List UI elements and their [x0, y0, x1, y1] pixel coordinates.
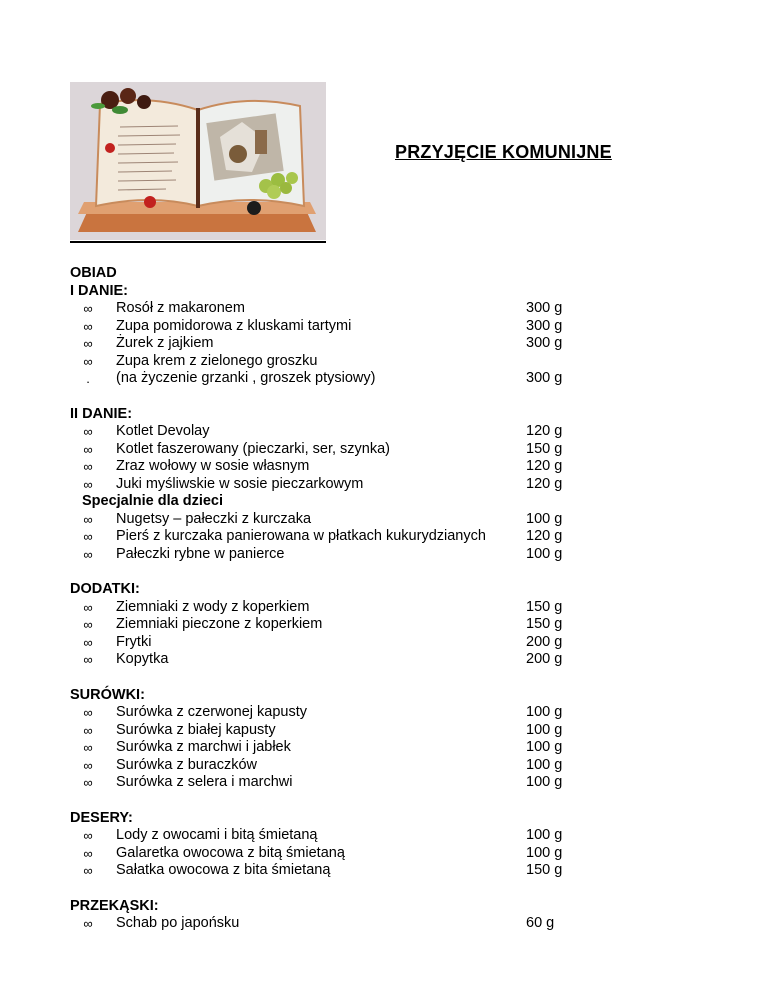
- item-name: (na życzenie grzanki , groszek ptysiowy): [116, 370, 376, 386]
- cake-illustration: [70, 82, 326, 240]
- menu-item: [70, 845, 590, 863]
- menu-item: [70, 318, 590, 336]
- item-weight: 100 g: [526, 844, 563, 861]
- item-name: Kotlet Devolay: [116, 423, 210, 439]
- bullet-icon: ∞: [83, 617, 93, 632]
- item-weight: 150 g: [526, 440, 563, 457]
- item-name: Surówka z białej kapusty: [116, 721, 276, 738]
- bullet-icon: ∞: [83, 476, 93, 492]
- item-name: Zupa krem z zielonego groszku: [116, 352, 318, 369]
- menu-item: [70, 722, 590, 740]
- item-weight: 120 g: [526, 458, 563, 474]
- bullet-icon: ∞: [83, 757, 93, 773]
- section-heading-obiad: OBIAD: [70, 265, 117, 281]
- item-name: Lody z owocami i bitą śmietaną: [116, 827, 318, 843]
- menu-item: [70, 862, 590, 880]
- menu-item: [70, 353, 590, 371]
- item-weight: 60 g: [526, 915, 555, 931]
- item-name: Zupa pomidorowa z kluskami tartymi: [116, 317, 352, 334]
- bullet-dot: .: [86, 371, 90, 386]
- menu-item: [70, 739, 590, 757]
- item-name: Frytki: [116, 633, 152, 650]
- item-name: Rosół z makaronem: [116, 300, 245, 316]
- spacer: [70, 669, 590, 687]
- menu-item: [70, 634, 590, 652]
- spacer: [70, 880, 590, 898]
- section-heading-ii-danie: II DANIE:: [70, 405, 133, 422]
- bullet-icon: ∞: [83, 546, 93, 562]
- section-heading-surowki: SURÓWKI:: [70, 686, 145, 703]
- item-name: Sałatka owocowa z bita śmietaną: [116, 862, 331, 878]
- menu-item: [70, 616, 590, 634]
- item-name: Juki myśliwskie w sosie pieczarkowym: [116, 475, 364, 492]
- menu-item: [70, 300, 590, 318]
- item-name: Galaretka owocowa z bitą śmietaną: [116, 844, 345, 861]
- item-name: Schab po japońsku: [116, 915, 240, 931]
- bullet-icon: ∞: [83, 599, 93, 615]
- spacer: [70, 388, 590, 406]
- menu-item: [70, 704, 590, 722]
- bullet-icon: ∞: [83, 353, 93, 369]
- section-heading-dodatki: DODATKI:: [70, 581, 140, 597]
- spacer: [70, 563, 590, 581]
- section-subheading-i-danie: I DANIE:: [70, 282, 128, 299]
- menu-item: [70, 441, 590, 459]
- item-weight: 150 g: [526, 616, 563, 632]
- item-weight: 100 g: [526, 704, 563, 720]
- item-weight: 300 g: [526, 370, 563, 386]
- item-name: Żurek z jajkiem: [116, 335, 214, 351]
- bullet-icon: ∞: [83, 301, 93, 316]
- spacer: [70, 792, 590, 810]
- bullet-icon: ∞: [83, 845, 93, 861]
- menu-item: [70, 335, 590, 353]
- item-name: Surówka z marchwi i jabłek: [116, 739, 291, 755]
- bullet-icon: ∞: [83, 828, 93, 843]
- bullet-icon: ∞: [83, 863, 93, 878]
- item-name: Ziemniaki pieczone z koperkiem: [116, 616, 323, 632]
- item-weight: 100 g: [526, 721, 563, 738]
- item-weight: 300 g: [526, 317, 563, 334]
- item-name: Surówka z buraczków: [116, 756, 258, 773]
- section-heading-przekaski: PRZEKĄSKI:: [70, 897, 159, 914]
- bullet-icon: ∞: [83, 424, 93, 439]
- item-weight: 120 g: [526, 528, 563, 544]
- bullet-icon: ∞: [83, 652, 93, 667]
- bullet-icon: ∞: [83, 722, 93, 738]
- bullet-icon: ∞: [83, 916, 93, 931]
- item-name: Kopytka: [116, 651, 169, 667]
- menu-item: [70, 458, 590, 476]
- menu-item: [70, 370, 590, 388]
- menu-item: [70, 651, 590, 669]
- menu-item: [70, 599, 590, 617]
- item-weight: 300 g: [526, 335, 563, 351]
- bullet-icon: ∞: [83, 336, 93, 351]
- kids-subheading: Specjalnie dla dzieci: [82, 493, 224, 509]
- menu-item: [70, 774, 590, 792]
- bullet-icon: ∞: [83, 459, 93, 474]
- item-name: Pałeczki rybne w panierce: [116, 545, 285, 562]
- item-name: Pierś z kurczaka panierowana w płatkach kukurydzianych: [116, 528, 486, 544]
- item-weight: 120 g: [526, 475, 563, 492]
- photo-underline: [70, 241, 326, 243]
- page-title: PRZYJĘCIE KOMUNIJNE: [395, 142, 612, 162]
- menu-item: [70, 757, 590, 775]
- cake-photo: [70, 82, 326, 240]
- item-weight: 100 g: [526, 510, 563, 527]
- item-name: Zraz wołowy w sosie własnym: [116, 458, 310, 474]
- menu-item: [70, 528, 590, 546]
- item-weight: 100 g: [526, 545, 563, 562]
- menu-item: [70, 915, 590, 933]
- item-name: Surówka z selera i marchwi: [116, 774, 293, 790]
- bullet-icon: ∞: [83, 511, 93, 527]
- menu: [70, 265, 590, 933]
- item-name: Nugetsy – pałeczki z kurczaka: [116, 510, 312, 527]
- bullet-icon: ∞: [83, 775, 93, 790]
- bullet-icon: ∞: [83, 318, 93, 334]
- item-name: Surówka z czerwonej kapusty: [116, 704, 307, 720]
- item-weight: 200 g: [526, 633, 563, 650]
- menu-item: [70, 546, 590, 564]
- menu-item: [70, 476, 590, 494]
- bullet-icon: ∞: [83, 634, 93, 650]
- item-weight: 100 g: [526, 827, 563, 843]
- item-weight: 300 g: [526, 300, 563, 316]
- bullet-icon: ∞: [83, 529, 93, 544]
- item-name: Ziemniaki z wody z koperkiem: [116, 598, 310, 615]
- section-heading-desery: DESERY:: [70, 809, 133, 826]
- item-weight: 100 g: [526, 774, 563, 790]
- menu-item: [70, 827, 590, 845]
- menu-item: [70, 423, 590, 441]
- bullet-icon: ∞: [83, 740, 93, 755]
- bullet-icon: ∞: [83, 705, 93, 720]
- bullet-icon: ∞: [83, 441, 93, 457]
- item-weight: 150 g: [526, 862, 563, 878]
- item-weight: 150 g: [526, 598, 563, 615]
- menu-item: [70, 511, 590, 529]
- item-weight: 100 g: [526, 739, 563, 755]
- item-weight: 200 g: [526, 651, 563, 667]
- item-weight: 100 g: [526, 756, 563, 773]
- item-name: Kotlet faszerowany (pieczarki, ser, szynka): [116, 440, 390, 457]
- item-weight: 120 g: [526, 423, 563, 439]
